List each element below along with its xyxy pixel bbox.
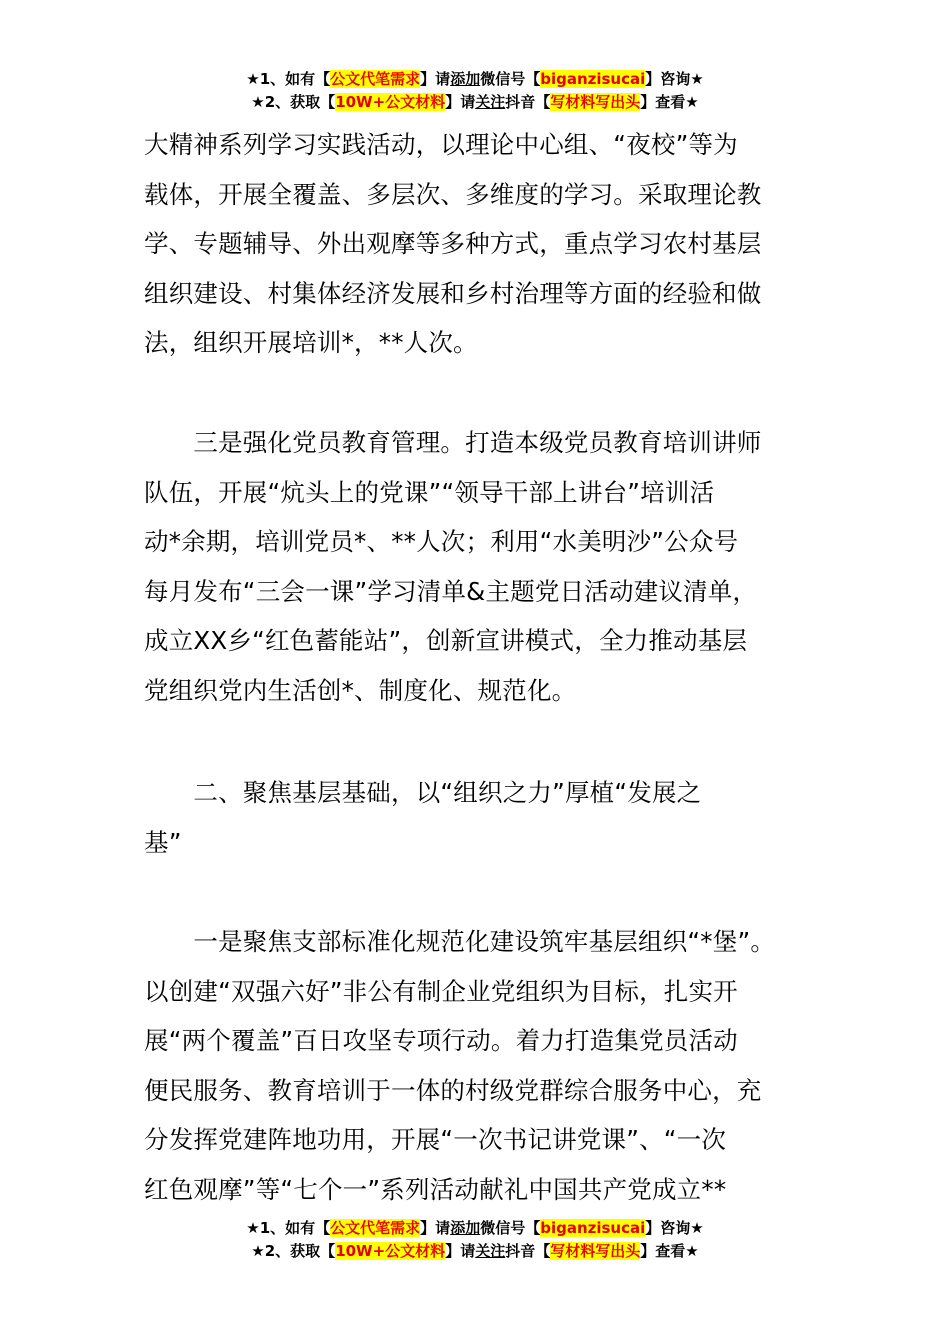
text-line: 动*余期，培训党员*、**人次；利用“水美明沙”公众号 — [144, 527, 739, 556]
text-line: 载体，开展全覆盖、多层次、多维度的学习。采取理论教 — [144, 179, 762, 209]
banner-text: 抖音【 — [505, 1242, 551, 1260]
text-line: 大精神系列学习实践活动，以理论中心组、“夜校”等为 — [144, 130, 738, 159]
banner-underlined-text: 添加 — [450, 1219, 481, 1237]
douyin-id-highlight: 写材料写出头 — [550, 93, 641, 111]
banner-text: ★2、获取【 — [251, 1242, 336, 1260]
banner-text: 】请 — [420, 70, 451, 88]
banner-text: 】咨询★ — [645, 70, 704, 88]
banner-text: 】请 — [445, 1242, 476, 1260]
section-heading — [144, 768, 812, 867]
banner-text: ★1、如有【 — [246, 1219, 331, 1237]
text-line: 成立XX乡“红色蓄能站”，创新宣讲模式，全力推动基层 — [144, 626, 748, 655]
banner-text: 】查看★ — [640, 1242, 699, 1260]
text-line: 三是强化党员教育管理。打造本级党员教育培训讲师 — [144, 428, 762, 457]
wechat-id-highlight: biganzisucai — [540, 70, 646, 88]
text-line: 学、专题辅导、外出观摩等多种方式，重点学习农村基层 — [144, 229, 762, 258]
text-line: 以创建“双强六好”非公有制企业党组织为目标，扎实开 — [144, 976, 738, 1006]
text-line: 每月发布“三会一课”学习清单&主题党日活动建议清单， — [144, 576, 758, 606]
paragraph-1 — [144, 120, 812, 368]
banner-line-1 — [0, 68, 950, 91]
text-line: 组织建设、村集体经济发展和乡村治理等方面的经验和做 — [144, 278, 762, 308]
banner-underlined-text: 关注 — [475, 93, 506, 111]
text-line: 分发挥党建阵地功用，开展“一次书记讲党课”、“一次 — [144, 1125, 727, 1154]
banner-underlined-text: 关注 — [475, 1242, 506, 1260]
banner-text: 微信号【 — [480, 1219, 541, 1237]
paragraph-3 — [144, 917, 812, 1214]
banner-line-1 — [0, 1217, 950, 1240]
banner-text: 抖音【 — [505, 93, 551, 111]
footer-banner — [0, 1217, 950, 1263]
banner-text: ★2、获取【 — [251, 93, 336, 111]
header-banner — [0, 68, 950, 114]
wechat-id-highlight: biganzisucai — [540, 1219, 646, 1237]
text-line: 队伍，开展“炕头上的党课”“领导干部上讲台”培训活 — [144, 477, 715, 507]
banner-text: 】请 — [420, 1219, 451, 1237]
banner-line-2 — [0, 91, 950, 114]
banner-text: ★1、如有【 — [246, 70, 331, 88]
text-line: 一是聚焦支部标准化规范化建设筑牢基层组织“*堡”。 — [144, 927, 776, 956]
banner-highlight: 10W+公文材料 — [335, 93, 446, 111]
banner-highlight: 10W+公文材料 — [335, 1242, 446, 1260]
banner-highlight: 公文代笔需求 — [330, 70, 421, 88]
banner-text: 】咨询★ — [645, 1219, 704, 1237]
paragraph-2 — [144, 418, 812, 715]
banner-text: 】请 — [445, 93, 476, 111]
banner-highlight: 公文代笔需求 — [330, 1219, 421, 1237]
text-line: 便民服务、教育培训于一体的村级党群综合服务中心，充 — [144, 1075, 762, 1105]
banner-text: 】查看★ — [640, 93, 699, 111]
text-line: 二、聚焦基层基础，以“组织之力”厚植“发展之 — [144, 778, 702, 807]
banner-underlined-text: 添加 — [450, 70, 481, 88]
text-line: 法，组织开展培训*，**人次。 — [144, 328, 478, 357]
douyin-id-highlight: 写材料写出头 — [550, 1242, 641, 1260]
text-line: 基” — [144, 827, 182, 857]
text-line: 红色观摩”等“七个一”系列活动献礼中国共产党成立** — [144, 1174, 727, 1204]
banner-line-2 — [0, 1240, 950, 1263]
text-line: 展“两个覆盖”百日攻坚专项行动。着力打造集党员活动 — [144, 1026, 738, 1055]
text-line: 党组织党内生活创*、制度化、规范化。 — [144, 675, 577, 705]
banner-text: 微信号【 — [480, 70, 541, 88]
